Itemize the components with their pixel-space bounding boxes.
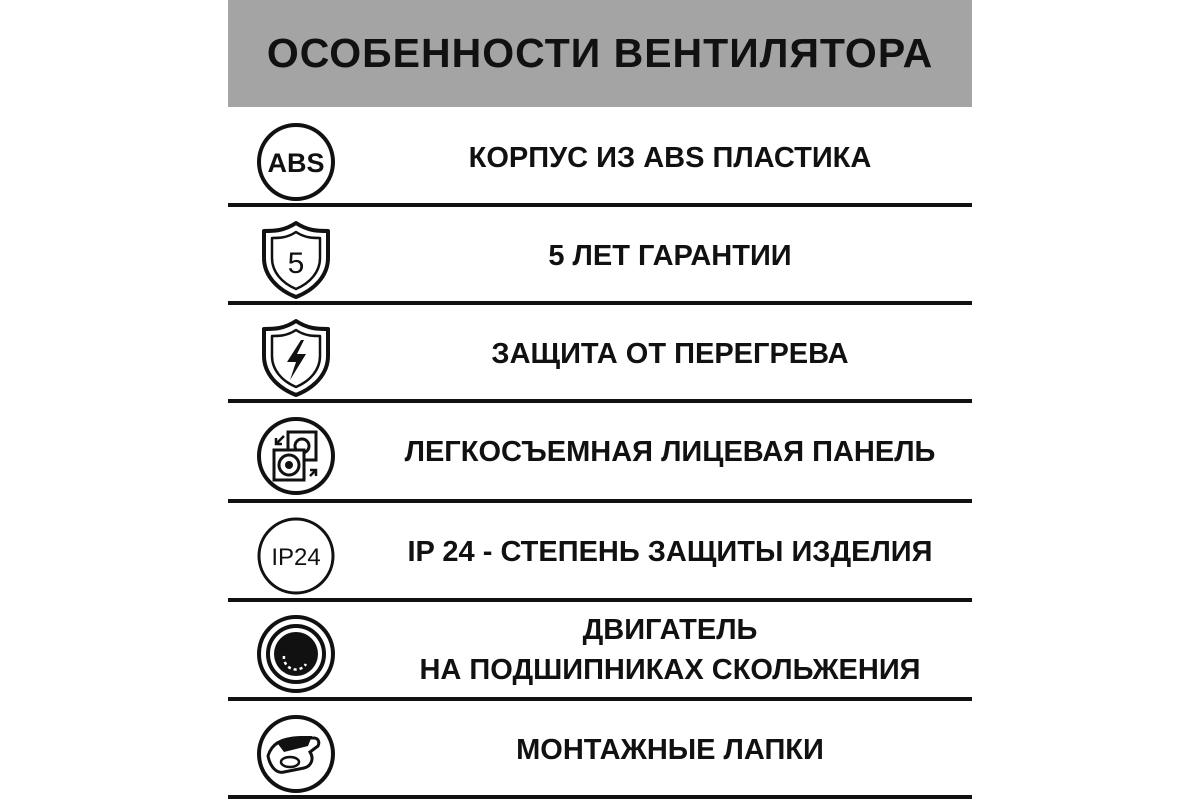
lightning-shield-icon: [254, 316, 338, 400]
feature-row-motor: [228, 602, 972, 698]
feature-row-ip24: [228, 504, 972, 600]
feature-row-panel: [228, 404, 972, 500]
divider: [228, 795, 972, 799]
header-banner: [228, 0, 972, 107]
motor-bearing-icon: [254, 612, 338, 696]
feature-label: 5 ЛЕТ ГАРАНТИИ: [548, 240, 792, 272]
divider: [228, 399, 972, 403]
feature-label: КОРПУС ИЗ ABS ПЛАСТИКА: [468, 142, 872, 174]
features-sheet: [228, 0, 972, 800]
feature-row-overheat: [228, 306, 972, 402]
divider: [228, 301, 972, 305]
page-title: ОСОБЕННОСТИ ВЕНТИЛЯТОРА: [266, 30, 934, 76]
svg-text:IP24: IP24: [271, 544, 321, 571]
feature-label: ЛЕГКОСЪЕМНАЯ ЛИЦЕВАЯ ПАНЕЛЬ: [404, 436, 936, 468]
abs-icon: [254, 120, 338, 204]
feature-row-mounting: [228, 702, 972, 798]
mounting-feet-icon: [254, 712, 338, 796]
ip24-icon: [254, 514, 338, 598]
feature-label: МОНТАЖНЫЕ ЛАПКИ: [516, 734, 824, 766]
feature-label: ЗАЩИТА ОТ ПЕРЕГРЕВА: [491, 338, 849, 370]
divider: [228, 203, 972, 207]
svg-text:5: 5: [287, 247, 305, 280]
feature-row-warranty: [228, 208, 972, 304]
removable-panel-icon: [254, 414, 338, 498]
divider: [228, 697, 972, 701]
svg-text:ABS: ABS: [267, 148, 325, 178]
feature-label: IP 24 - СТЕПЕНЬ ЗАЩИТЫ ИЗДЕЛИЯ: [407, 536, 933, 568]
feature-label: ДВИГАТЕЛЬ НА ПОДШИПНИКАХ СКОЛЬЖЕНИЯ: [419, 614, 921, 686]
warranty-shield-icon: [254, 218, 338, 302]
divider: [228, 499, 972, 503]
feature-row-abs: [228, 110, 972, 206]
